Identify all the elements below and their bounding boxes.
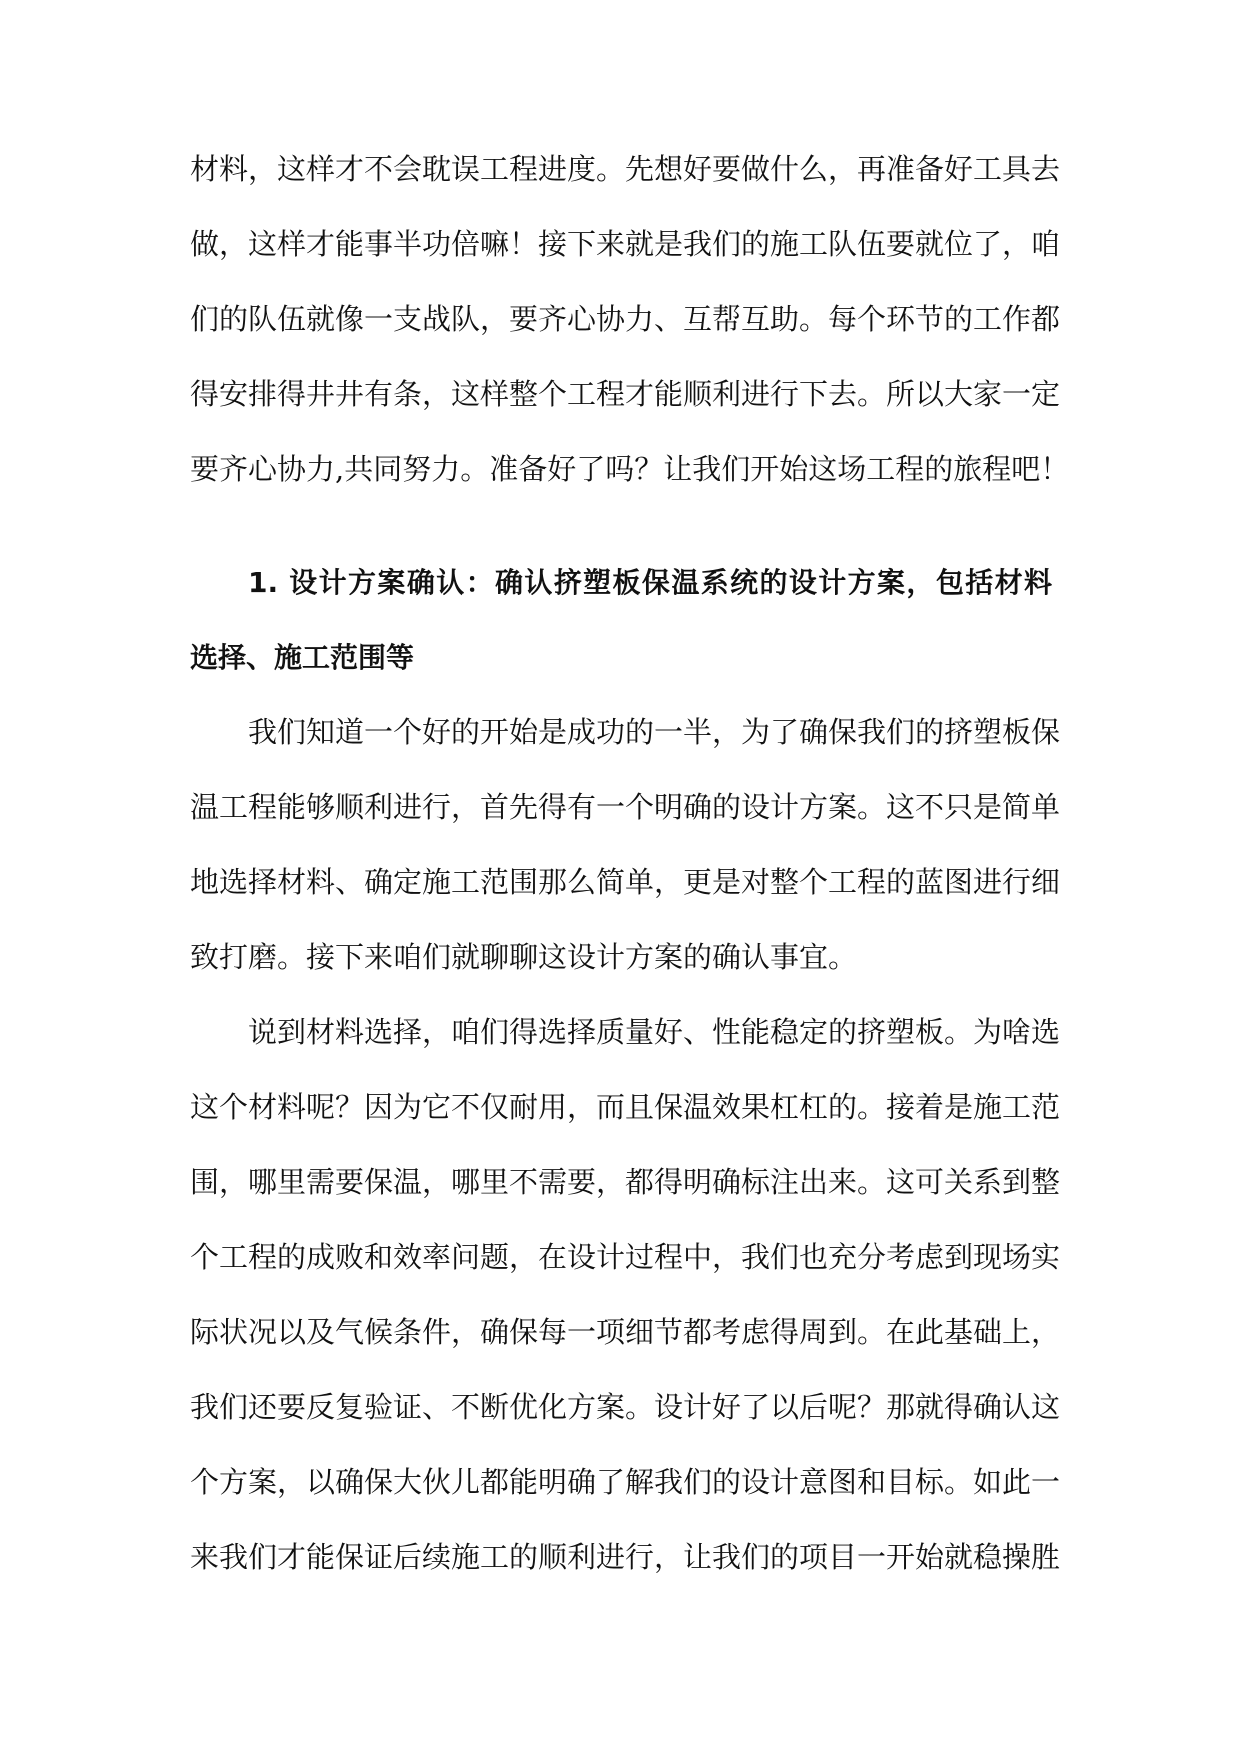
text-line: 我们还要反复验证、不断优化方案。设计好了以后呢？那就得确认这: [190, 1390, 1061, 1424]
text-line: 要齐心协力,共同努力。准备好了吗？让我们开始这场工程的旅程吧！: [190, 452, 1070, 486]
text-line: 说到材料选择，咱们得选择质量好、性能稳定的挤塑板。为啥选: [248, 1015, 1061, 1049]
text-line: 围，哪里需要保温，哪里不需要，都得明确标注出来。这可关系到整: [190, 1165, 1061, 1199]
text-line: 个方案，以确保大伙儿都能明确了解我们的设计意图和目标。如此一: [190, 1465, 1061, 1499]
text-line: 我们知道一个好的开始是成功的一半，为了确保我们的挤塑板保: [248, 715, 1061, 749]
text-line: 地选择材料、确定施工范围那么简单，更是对整个工程的蓝图进行细: [190, 865, 1061, 899]
intro-paragraph: [190, 132, 1070, 507]
text-line: 致打磨。接下来咱们就聊聊这设计方案的确认事宜。: [190, 940, 858, 974]
text-line: 这个材料呢？因为它不仅耐用，而且保温效果杠杠的。接着是施工范: [190, 1090, 1061, 1124]
text-line: 们的队伍就像一支战队，要齐心协力、互帮互助。每个环节的工作都: [190, 302, 1061, 336]
section-heading: [190, 545, 1052, 695]
text-line: 材料，这样才不会耽误工程进度。先想好要做什么，再准备好工具去: [190, 152, 1061, 186]
text-line: 得安排得井井有条，这样整个工程才能顺利进行下去。所以大家一定: [190, 377, 1061, 411]
body-paragraph: [190, 995, 1061, 1595]
heading-line: 1. 设计方案确认：确认挤塑板保温系统的设计方案，包括材料: [248, 566, 1052, 599]
body-paragraph: [190, 695, 1061, 995]
text-line: 温工程能够顺利进行，首先得有一个明确的设计方案。这不只是简单: [190, 790, 1061, 824]
text-line: 际状况以及气候条件，确保每一项细节都考虑得周到。在此基础上，: [190, 1315, 1061, 1349]
text-line: 来我们才能保证后续施工的顺利进行，让我们的项目一开始就稳操胜: [190, 1540, 1061, 1574]
text-line: 个工程的成败和效率问题，在设计过程中，我们也充分考虑到现场实: [190, 1240, 1061, 1274]
text-line: 做，这样才能事半功倍嘛！接下来就是我们的施工队伍要就位了，咱: [190, 227, 1061, 261]
heading-line: 选择、施工范围等: [190, 641, 415, 674]
